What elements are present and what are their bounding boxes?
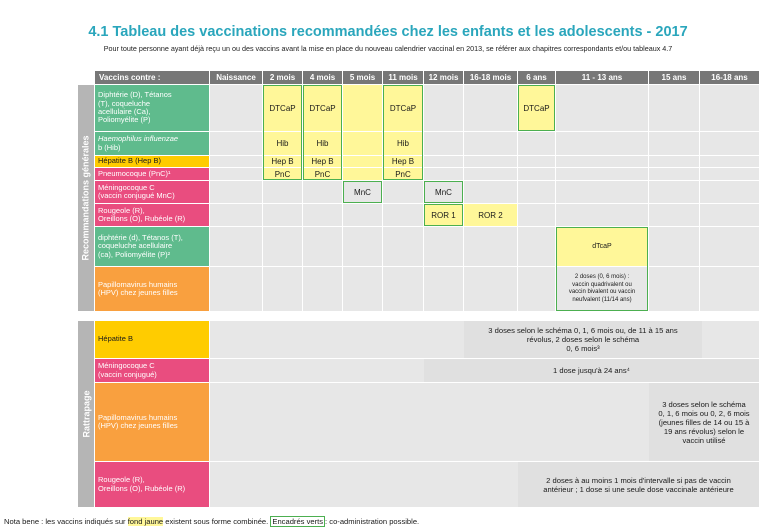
- vaccine-label-pnc: Pneumocoque (PnC)¹: [95, 168, 209, 180]
- dose-pnc-4-mois: PnC: [314, 169, 331, 179]
- page-subtitle: Pour toute personne ayant déjà reçu un ou des vaccins avant la mise en place du nouveau calendrier vaccinal en 2013, se référer aux chapitres correspondants et/ou tableaux 4.7: [103, 44, 673, 53]
- dose-hib-2-mois: Hib: [276, 139, 289, 148]
- dose-dtcap-4-mois: DTCaP: [309, 103, 336, 113]
- vaccine-label-hib: Haemophilus influenzae b (Hib): [95, 132, 209, 155]
- dose-hib-11-mois: Hib: [396, 139, 409, 148]
- catchup-label-hpv: Papillomavirus humains (HPV) chez jeunes filles: [95, 383, 209, 461]
- catchup-text-hepb: 3 doses selon le schéma 0, 1, 6 mois ou, de 11 à 15 ans révolus, 2 doses selon le schéma 0, 6 mois³: [488, 326, 678, 353]
- dose-dtcap-2-mois: DTCaP: [269, 103, 296, 113]
- vaccine-label-dtcap: Diphtérie (D), Tétanos (T), coqueluche acellulaire (Ca), Poliomyélite (P): [95, 85, 209, 131]
- header-naissance: Naissance: [210, 71, 262, 84]
- dose-hepb-11-mois: Hep B: [391, 157, 415, 166]
- header-6-ans: 6 ans: [518, 71, 555, 84]
- header-vaccins: Vaccins contre :: [95, 71, 209, 84]
- section-label-catchup: Rattrapage: [78, 321, 94, 507]
- header-4-mois: 4 mois: [303, 71, 342, 84]
- dose-ror-2: ROR 2: [478, 210, 503, 220]
- header-16-18-mois: 16-18 mois: [464, 71, 517, 84]
- header-2-mois: 2 mois: [263, 71, 302, 84]
- dose-hepb-4-mois: Hep B: [311, 157, 334, 166]
- vaccine-label-ror: Rougeole (R), Oreillons (O), Rubéole (R): [95, 204, 209, 226]
- dose-hib-4-mois: Hib: [316, 139, 329, 148]
- header-5-mois: 5 mois: [343, 71, 382, 84]
- highlight-5-mois: [343, 85, 382, 180]
- header-16-18-ans: 16-18 ans: [700, 71, 759, 84]
- dose-dtcap-11-mois: DTCaP: [389, 103, 417, 113]
- header-11-mois: 11 mois: [383, 71, 423, 84]
- dose-hpv-11-13-ans: 2 doses (0, 6 mois) : vaccin quadrivalent ou vaccin bivalent ou vaccin neufvalent (11/14 ans): [568, 274, 636, 303]
- catchup-label-ror: Rougeole (R), Oreillons (O), Rubéole (R): [95, 462, 209, 507]
- header-11-13-ans: 11 - 13 ans: [556, 71, 648, 84]
- dose-pnc-2-mois: PnC: [274, 169, 291, 179]
- dose-mnc-12-mois: MnC: [435, 187, 452, 197]
- vaccine-label-hepb: Hépatite B (Hep B): [95, 156, 209, 167]
- dose-dtcap-11-13-ans: dTcaP: [592, 243, 612, 250]
- catchup-text-mnc: 1 dose jusqu'à 24 ans⁴: [553, 366, 630, 375]
- section-label-general: Recommandations générales: [78, 85, 94, 311]
- dose-mnc-5-mois: MnC: [354, 187, 371, 197]
- dose-ror-1: ROR 1: [431, 210, 456, 220]
- dose-pnc-11-mois: PnC: [395, 169, 411, 179]
- catchup-text-hpv: 3 doses selon le schéma 0, 1, 6 mois ou 0, 2, 6 mois (jeunes filles de 14 ou 15 à 19 ans révolus) selon le vaccin utilisé: [658, 399, 750, 445]
- catchup-label-hepb: Hépatite B: [95, 321, 209, 358]
- header-15-ans: 15 ans: [649, 71, 699, 84]
- header-12-mois: 12 mois: [424, 71, 463, 84]
- vaccine-label-hpv: Papillomavirus humains (HPV) chez jeunes filles: [95, 267, 209, 311]
- nota-bene: Nota bene : les vaccins indiqués sur fond jaune existent sous forme combinée. Encadrés verts : co-administration possible.: [4, 517, 420, 526]
- dose-dtcap-6-ans: DTCaP: [523, 103, 550, 113]
- vaccine-label-dtcap-rappel: diphtérie (d), Tétanos (T), coqueluche acellulaire (ca), Poliomyélite (P)²: [95, 227, 209, 266]
- catchup-label-mnc: Méningocoque C (vaccin conjugué): [95, 359, 209, 382]
- page-title: 4.1 Tableau des vaccinations recommandées chez les enfants et les adolescents - 2017: [88, 24, 688, 40]
- vaccine-label-mnc: Méningocoque C (vaccin conjugué MnC): [95, 181, 209, 203]
- dose-hepb-2-mois: Hep B: [271, 157, 294, 166]
- catchup-text-ror: 2 doses à au moins 1 mois d'intervalle si pas de vaccin antérieur ; 1 dose si une seule dose vaccinale antérieure: [543, 475, 734, 494]
